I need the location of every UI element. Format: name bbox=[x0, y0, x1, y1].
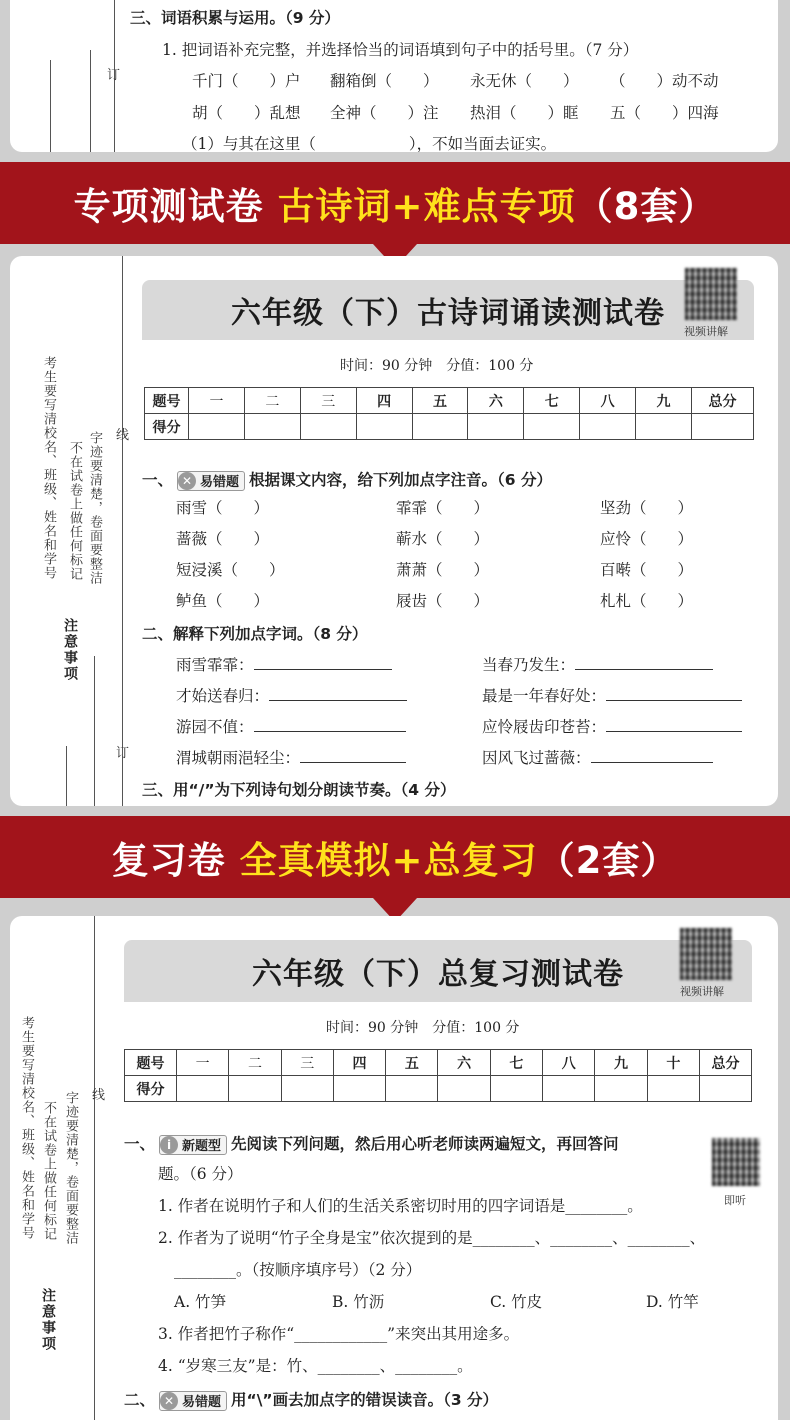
banner-white-text: 复习卷 bbox=[111, 839, 226, 882]
info-icon: i bbox=[160, 1136, 178, 1154]
word-item: 千门（ ）户 bbox=[192, 72, 301, 90]
score-cell[interactable] bbox=[386, 1076, 438, 1102]
pinyin-item: 萧萧（ ） bbox=[396, 561, 490, 579]
table-header-cell: 总分 bbox=[692, 388, 754, 414]
word-item: 翻箱倒（ ） bbox=[330, 72, 439, 90]
banner-highlight-text: 古诗词+难点专项 bbox=[277, 185, 576, 228]
paper-title-bar bbox=[124, 940, 752, 1002]
binding-mark: 订 bbox=[116, 746, 130, 761]
paper-snippet-top bbox=[10, 0, 778, 152]
tag-label: 易错题 bbox=[200, 475, 240, 490]
pinyin-item: 短浸溪（ ） bbox=[176, 561, 285, 579]
binding-mark: 订 bbox=[107, 68, 121, 83]
score-cell[interactable] bbox=[177, 1076, 229, 1102]
question-heading bbox=[142, 468, 552, 491]
score-cell[interactable] bbox=[543, 1076, 595, 1102]
sub-question: 1. 作者在说明竹子和人们的生活关系密切时用的四字词语是________。 bbox=[158, 1197, 643, 1215]
table-header-cell: 五 bbox=[412, 388, 468, 414]
error-prone-tag bbox=[177, 471, 245, 491]
table-header-cell: 题号 bbox=[145, 388, 189, 414]
sub-question: 3. 作者把竹子称作“____________”来突出其用途多。 bbox=[158, 1325, 520, 1343]
table-header-cell: 七 bbox=[524, 388, 580, 414]
word-item: （ ）动不动 bbox=[610, 72, 719, 90]
pinyin-item: 蔷薇（ ） bbox=[176, 530, 270, 548]
banner-count-text: （2套） bbox=[537, 839, 679, 882]
table-header-cell: 二 bbox=[244, 388, 300, 414]
notes-title: 注意事项 bbox=[40, 1288, 56, 1352]
score-cell[interactable] bbox=[438, 1076, 490, 1102]
word-item: 胡（ ）乱想 bbox=[192, 104, 301, 122]
score-cell[interactable] bbox=[356, 414, 412, 440]
tag-label: 易错题 bbox=[182, 1395, 222, 1410]
pinyin-item: 百啭（ ） bbox=[600, 561, 694, 579]
score-cell[interactable] bbox=[300, 414, 356, 440]
score-cell[interactable] bbox=[524, 414, 580, 440]
new-type-tag bbox=[159, 1135, 227, 1155]
table-header-cell: 四 bbox=[356, 388, 412, 414]
explain-item: 最是一年春好处： bbox=[482, 684, 742, 706]
sentence-item: （1）与其在这里（ ），不如当面去证实。 bbox=[182, 135, 557, 152]
banner-white-text: 专项测试卷 bbox=[73, 185, 264, 228]
note-text: 考生要写清校名、班级、姓名和学号 bbox=[19, 1016, 34, 1240]
table-row bbox=[125, 1050, 752, 1076]
pinyin-item: 雨雪（ ） bbox=[176, 499, 270, 517]
score-cell[interactable] bbox=[229, 1076, 281, 1102]
word-item: 全神（ ）注 bbox=[330, 104, 439, 122]
table-header-cell: 七 bbox=[490, 1050, 542, 1076]
tag-label: 新题型 bbox=[182, 1139, 222, 1154]
question-number: 一、 bbox=[142, 471, 174, 489]
pinyin-item: 应怜（ ） bbox=[600, 530, 694, 548]
score-cell[interactable] bbox=[189, 414, 245, 440]
score-table bbox=[124, 1049, 752, 1102]
option-item: A. 竹笋 bbox=[174, 1293, 227, 1311]
close-icon: ✕ bbox=[178, 472, 196, 490]
exam-meta: 时间：90 分钟 分值：100 分 bbox=[326, 1020, 520, 1036]
sub-question: ________。（按顺序填序号）（2 分） bbox=[174, 1261, 422, 1279]
line-mark: 线 bbox=[92, 1088, 106, 1103]
table-header-cell: 五 bbox=[386, 1050, 438, 1076]
score-table bbox=[144, 387, 754, 440]
explain-item: 才始送春归： bbox=[176, 684, 407, 706]
option-item: D. 竹竿 bbox=[646, 1293, 699, 1311]
table-header-cell: 八 bbox=[543, 1050, 595, 1076]
explain-item: 游园不值： bbox=[176, 715, 406, 737]
table-row bbox=[145, 414, 754, 440]
binding-line bbox=[122, 256, 123, 806]
line-mark: 线 bbox=[116, 428, 130, 443]
explain-item: 渭城朝雨浥轻尘： bbox=[176, 746, 406, 768]
pinyin-item: 鲈鱼（ ） bbox=[176, 592, 270, 610]
score-cell[interactable] bbox=[647, 1076, 699, 1102]
paper-title: 六年级（下）总复习测试卷 bbox=[252, 957, 624, 992]
option-item: B. 竹沥 bbox=[332, 1293, 385, 1311]
question-heading: 三、用“/”为下列诗句划分朗读节奏。（4 分） bbox=[142, 781, 456, 799]
table-header-cell: 二 bbox=[229, 1050, 281, 1076]
qr-caption: 即听 bbox=[724, 1194, 746, 1207]
score-cell[interactable] bbox=[468, 414, 524, 440]
question-heading bbox=[124, 1388, 498, 1411]
table-header-cell: 六 bbox=[468, 388, 524, 414]
error-prone-tag bbox=[159, 1391, 227, 1411]
question-heading: 二、解释下列加点字词。（8 分） bbox=[142, 625, 368, 643]
pinyin-item: 霏霏（ ） bbox=[396, 499, 490, 517]
pinyin-item: 蕲水（ ） bbox=[396, 530, 490, 548]
score-cell[interactable] bbox=[700, 1076, 752, 1102]
table-header-cell: 题号 bbox=[125, 1050, 177, 1076]
margin-line bbox=[66, 746, 67, 806]
word-item: 永无休（ ） bbox=[470, 72, 579, 90]
score-cell[interactable] bbox=[244, 414, 300, 440]
qr-caption: 视频讲解 bbox=[680, 985, 724, 998]
table-row bbox=[145, 388, 754, 414]
explain-item: 因风飞过蔷薇： bbox=[482, 746, 713, 768]
table-header-cell: 三 bbox=[300, 388, 356, 414]
word-item: 五（ ）四海 bbox=[610, 104, 719, 122]
table-header-cell: 九 bbox=[595, 1050, 647, 1076]
question-number: 一、 bbox=[124, 1135, 156, 1153]
explain-item: 雨雪霏霏： bbox=[176, 653, 392, 675]
question-number: 二、 bbox=[124, 1391, 156, 1409]
table-header-cell: 一 bbox=[177, 1050, 229, 1076]
explain-item: 应怜屐齿印苍苔： bbox=[482, 715, 742, 737]
word-item: 热泪（ ）眶 bbox=[470, 104, 579, 122]
score-cell[interactable] bbox=[692, 414, 754, 440]
score-label-cell: 得分 bbox=[125, 1076, 177, 1102]
explain-item: 当春乃发生： bbox=[482, 653, 713, 675]
section-heading: 三、词语积累与运用。（9 分） bbox=[130, 9, 340, 27]
note-text: 字迹要清楚，卷面要整洁 bbox=[87, 431, 102, 585]
score-cell[interactable] bbox=[580, 414, 636, 440]
note-text: 不在试卷上做任何标记 bbox=[67, 441, 82, 581]
binding-line bbox=[94, 916, 95, 1420]
score-cell[interactable] bbox=[281, 1076, 333, 1102]
question-heading bbox=[124, 1132, 619, 1155]
score-cell[interactable] bbox=[595, 1076, 647, 1102]
margin-line bbox=[50, 60, 51, 152]
score-cell[interactable] bbox=[333, 1076, 385, 1102]
score-cell[interactable] bbox=[636, 414, 692, 440]
notes-title: 注意事项 bbox=[62, 618, 78, 682]
question-text: 先阅读下列问题，然后用心听老师读两遍短文，再回答问 bbox=[231, 1135, 619, 1153]
sub-question: 2. 作者为了说明“竹子全身是宝”依次提到的是________、________、________、 bbox=[158, 1229, 706, 1247]
paper-review bbox=[10, 916, 778, 1420]
question-text-cont: 题。（6 分） bbox=[158, 1165, 243, 1183]
exam-meta: 时间：90 分钟 分值：100 分 bbox=[340, 358, 534, 374]
promo-banner bbox=[0, 816, 790, 898]
close-icon: ✕ bbox=[160, 1392, 178, 1410]
qr-caption: 视频讲解 bbox=[684, 325, 728, 338]
score-label-cell: 得分 bbox=[145, 414, 189, 440]
question-text: 1. 把词语补充完整，并选择恰当的词语填到句子中的括号里。（7 分） bbox=[162, 41, 639, 59]
paper-poetry bbox=[10, 256, 778, 806]
margin-line bbox=[90, 50, 91, 152]
banner-count-text: （8套） bbox=[575, 185, 717, 228]
table-header-cell: 十 bbox=[647, 1050, 699, 1076]
pinyin-item: 屐齿（ ） bbox=[396, 592, 490, 610]
promo-banner bbox=[0, 162, 790, 244]
paper-title-bar bbox=[142, 280, 754, 340]
table-header-cell: 八 bbox=[580, 388, 636, 414]
sub-question: 4. “岁寒三友”是：竹、________、________。 bbox=[158, 1357, 473, 1375]
table-header-cell: 九 bbox=[636, 388, 692, 414]
question-text: 用“\”画去加点字的错误读音。（3 分） bbox=[231, 1391, 498, 1409]
qr-code-icon[interactable] bbox=[712, 1138, 760, 1186]
question-text: 根据课文内容，给下列加点字注音。（6 分） bbox=[249, 471, 552, 489]
score-cell[interactable] bbox=[412, 414, 468, 440]
table-header-cell: 三 bbox=[281, 1050, 333, 1076]
note-text: 不在试卷上做任何标记 bbox=[41, 1101, 56, 1241]
qr-code-icon[interactable] bbox=[680, 928, 732, 980]
note-text: 考生要写清校名、班级、姓名和学号 bbox=[41, 356, 56, 580]
table-header-cell: 四 bbox=[333, 1050, 385, 1076]
qr-code-icon[interactable] bbox=[685, 268, 737, 320]
table-header-cell: 总分 bbox=[700, 1050, 752, 1076]
table-row bbox=[125, 1076, 752, 1102]
margin-line bbox=[94, 656, 95, 806]
banner-highlight-text: 全真模拟+总复习 bbox=[239, 839, 538, 882]
paper-title: 六年级（下）古诗词诵读测试卷 bbox=[231, 296, 665, 331]
pinyin-item: 札札（ ） bbox=[600, 592, 694, 610]
table-header-cell: 一 bbox=[189, 388, 245, 414]
score-cell[interactable] bbox=[490, 1076, 542, 1102]
note-text: 字迹要清楚，卷面要整洁 bbox=[63, 1091, 78, 1245]
table-header-cell: 六 bbox=[438, 1050, 490, 1076]
option-item: C. 竹皮 bbox=[490, 1293, 543, 1311]
pinyin-item: 坚劲（ ） bbox=[600, 499, 694, 517]
